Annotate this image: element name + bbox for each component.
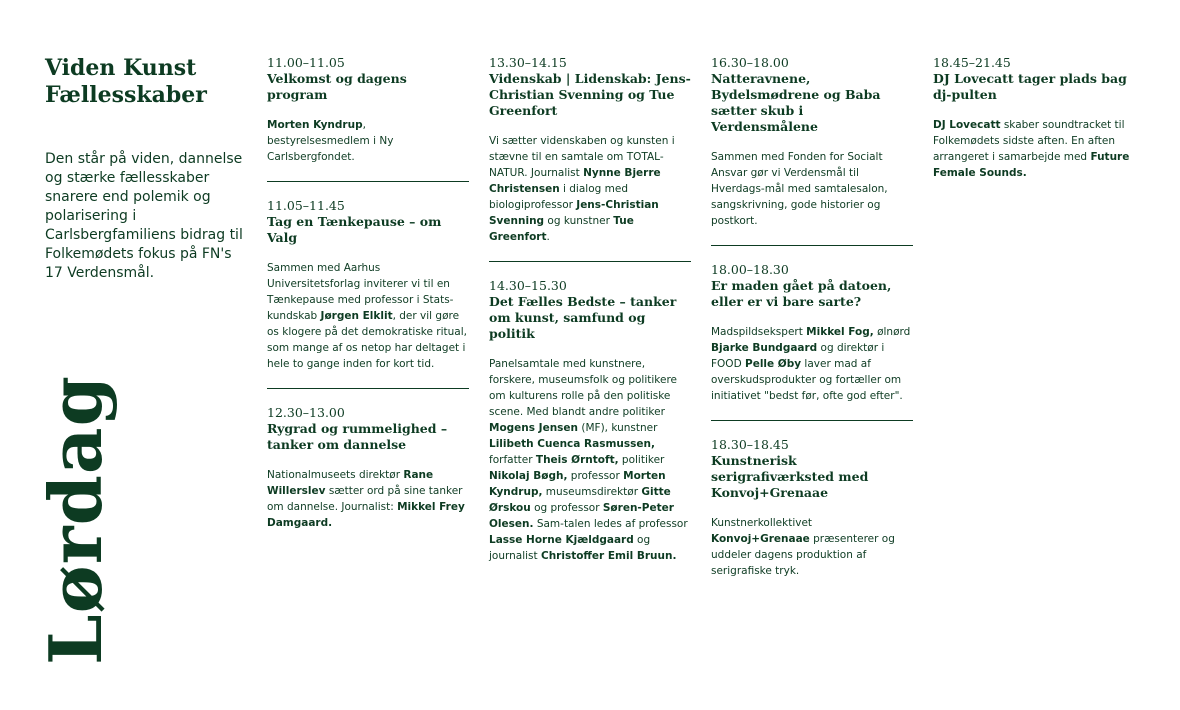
event-title: DJ Lovecatt tager plads bag dj-pulten xyxy=(933,71,1127,102)
event-time: 16.30–18.00 xyxy=(711,55,789,70)
person-name: Gitte Ørskou xyxy=(489,486,671,514)
event-item xyxy=(711,55,913,229)
event-item xyxy=(489,55,691,245)
divider xyxy=(267,181,469,182)
event-description: Kunstnerkollektivet Konvoj+Grenaae præsenterer og uddeler dagens produktion af serigrafiske tryk. xyxy=(711,517,895,577)
person-name: Søren-Peter Olesen. xyxy=(489,502,674,530)
day-label: Lørdag xyxy=(33,375,118,665)
event-description: Morten Kyndrup, bestyrelsesmedlem i Ny Carlsbergfondet. xyxy=(267,119,394,163)
event-time: 12.30–13.00 xyxy=(267,405,345,420)
divider xyxy=(489,261,691,262)
person-name: Morten Kyndrup, xyxy=(489,470,666,498)
event-title: Videnskab | Lidenskab: Jens-Christian Svenning og Tue Greenfort xyxy=(489,71,691,118)
event-time: 18.45–21.45 xyxy=(933,55,1011,70)
event-title: Er maden gået på datoen, eller er vi bare sarte? xyxy=(711,278,892,309)
person-name: Mikkel Fog, xyxy=(806,326,874,338)
person-name: Nynne Bjerre Christensen xyxy=(489,167,661,195)
person-name: Mikkel Frey Damgaard. xyxy=(267,501,465,529)
event-description: Panelsamtale med kunstnere, forskere, museumsfolk og politikere om kulturens rolle på den politiske scene. Med blandt andre politiker Mogens Jensen (MF), kunstner Lilibeth Cuenca Rasmussen, forfatter Theis Ørntoft, politiker Nikolaj Bøgh, professor Morten Kyndrup, museumsdirektør Gitte Ørskou og professor Søren-Peter Olesen. Sam-talen ledes af professor Lasse Horne Kjældgaard og journalist Christoffer Emil Bruun. xyxy=(489,358,688,562)
event-item xyxy=(711,437,913,579)
person-name: Tue Greenfort xyxy=(489,215,634,243)
person-name: Konvoj+Grenaae xyxy=(711,533,810,545)
event-title: Tag en Tænkepause – om Valg xyxy=(267,214,442,245)
event-description: DJ Lovecatt skaber soundtracket til Folkemødets sidste aften. En aften arrangeret i samarbejde med Future Female Sounds. xyxy=(933,119,1130,179)
event-time: 14.30–15.30 xyxy=(489,278,567,293)
event-description: Sammen med Fonden for Socialt Ansvar gør vi Verdensmål til Hverdags-mål med samtalesalon, sangskrivning, gode historier og postkort. xyxy=(711,151,888,227)
divider xyxy=(267,388,469,389)
person-name: Mogens Jensen xyxy=(489,422,579,434)
event-item xyxy=(933,55,1135,181)
event-title: Det Fælles Bedste – tanker om kunst, samfund og politik xyxy=(489,294,677,341)
person-name: Theis Ørntoft, xyxy=(535,454,619,466)
schedule-column-3 xyxy=(711,55,913,579)
schedule-column-2 xyxy=(489,55,691,564)
person-name: Jørgen Elklit xyxy=(320,310,393,322)
person-name: Lilibeth Cuenca Rasmussen, xyxy=(489,438,655,450)
person-name: DJ Lovecatt xyxy=(933,119,1001,131)
divider xyxy=(711,245,913,246)
schedule-column-4 xyxy=(933,55,1135,181)
event-item xyxy=(267,198,469,372)
person-name: Bjarke Bundgaard xyxy=(711,342,818,354)
event-time: 18.30–18.45 xyxy=(711,437,789,452)
event-title: Rygrad og rummelighed – tanker om dannelse xyxy=(267,421,448,452)
person-name: Christoffer Emil Bruun. xyxy=(540,550,677,562)
event-time: 11.00–11.05 xyxy=(267,55,345,70)
event-item xyxy=(267,55,469,165)
event-time: 13.30–14.15 xyxy=(489,55,567,70)
event-time: 11.05–11.45 xyxy=(267,198,345,213)
person-name: Future Female Sounds. xyxy=(933,151,1130,179)
event-description: Madspildsekspert Mikkel Fog, ølnørd Bjarke Bundgaard og direktør i FOOD Pelle Øby laver mad af overskudsprodukter og fortæller om initiativet "bedst før, ofte god efter". xyxy=(711,326,911,402)
person-name: Rane Willerslev xyxy=(267,469,434,497)
event-title: Kunstnerisk serigrafiværksted med Konvoj+Grenaae xyxy=(711,453,869,500)
intro-text: Den står på viden, dannelse og stærke fællesskaber snarere end polemik og polarisering i Carlsbergfamiliens bidrag til Folkemødets fokus på FN's 17 Verdensmål. xyxy=(45,151,243,281)
event-item xyxy=(489,278,691,564)
person-name: Pelle Øby xyxy=(745,358,802,370)
event-description: Nationalmuseets direktør Rane Willerslev sætter ord på sine tanker om dannelse. Journalist: Mikkel Frey Damgaard. xyxy=(267,469,465,529)
title-line-1: Viden Kunst xyxy=(45,55,197,81)
person-name: Jens-Christian Svenning xyxy=(489,199,659,227)
title-line-2: Fællesskaber xyxy=(45,82,207,108)
divider xyxy=(711,420,913,421)
person-name: Nikolaj Bøgh, xyxy=(489,470,568,482)
event-item xyxy=(711,262,913,404)
schedule-column-1 xyxy=(267,55,469,531)
event-item xyxy=(267,405,469,531)
event-description: Sammen med Aarhus Universitetsforlag inviterer vi til en Tænkepause med professor i Stats-kundskab Jørgen Elklit, der vil gøre os klogere på det demokratiske ritual, som mange af os netop har deltaget i hele to gange inden for kort tid. xyxy=(267,262,467,370)
event-description: Vi sætter videnskaben og kunsten i stævne til en samtale om TOTAL-NATUR. Journalist Nynne Bjerre Christensen i dialog med biologiprofessor Jens-Christian Svenning og kunstner Tue Greenfort. xyxy=(489,135,675,243)
person-name: Morten Kyndrup xyxy=(267,119,363,131)
person-name: Lasse Horne Kjældgaard xyxy=(489,534,634,546)
event-time: 18.00–18.30 xyxy=(711,262,789,277)
page-title xyxy=(45,55,245,109)
event-title: Velkomst og dagens program xyxy=(267,71,407,102)
event-title: Natteravnene, Bydelsmødrene og Baba sætter skub i Verdensmålene xyxy=(711,71,881,134)
